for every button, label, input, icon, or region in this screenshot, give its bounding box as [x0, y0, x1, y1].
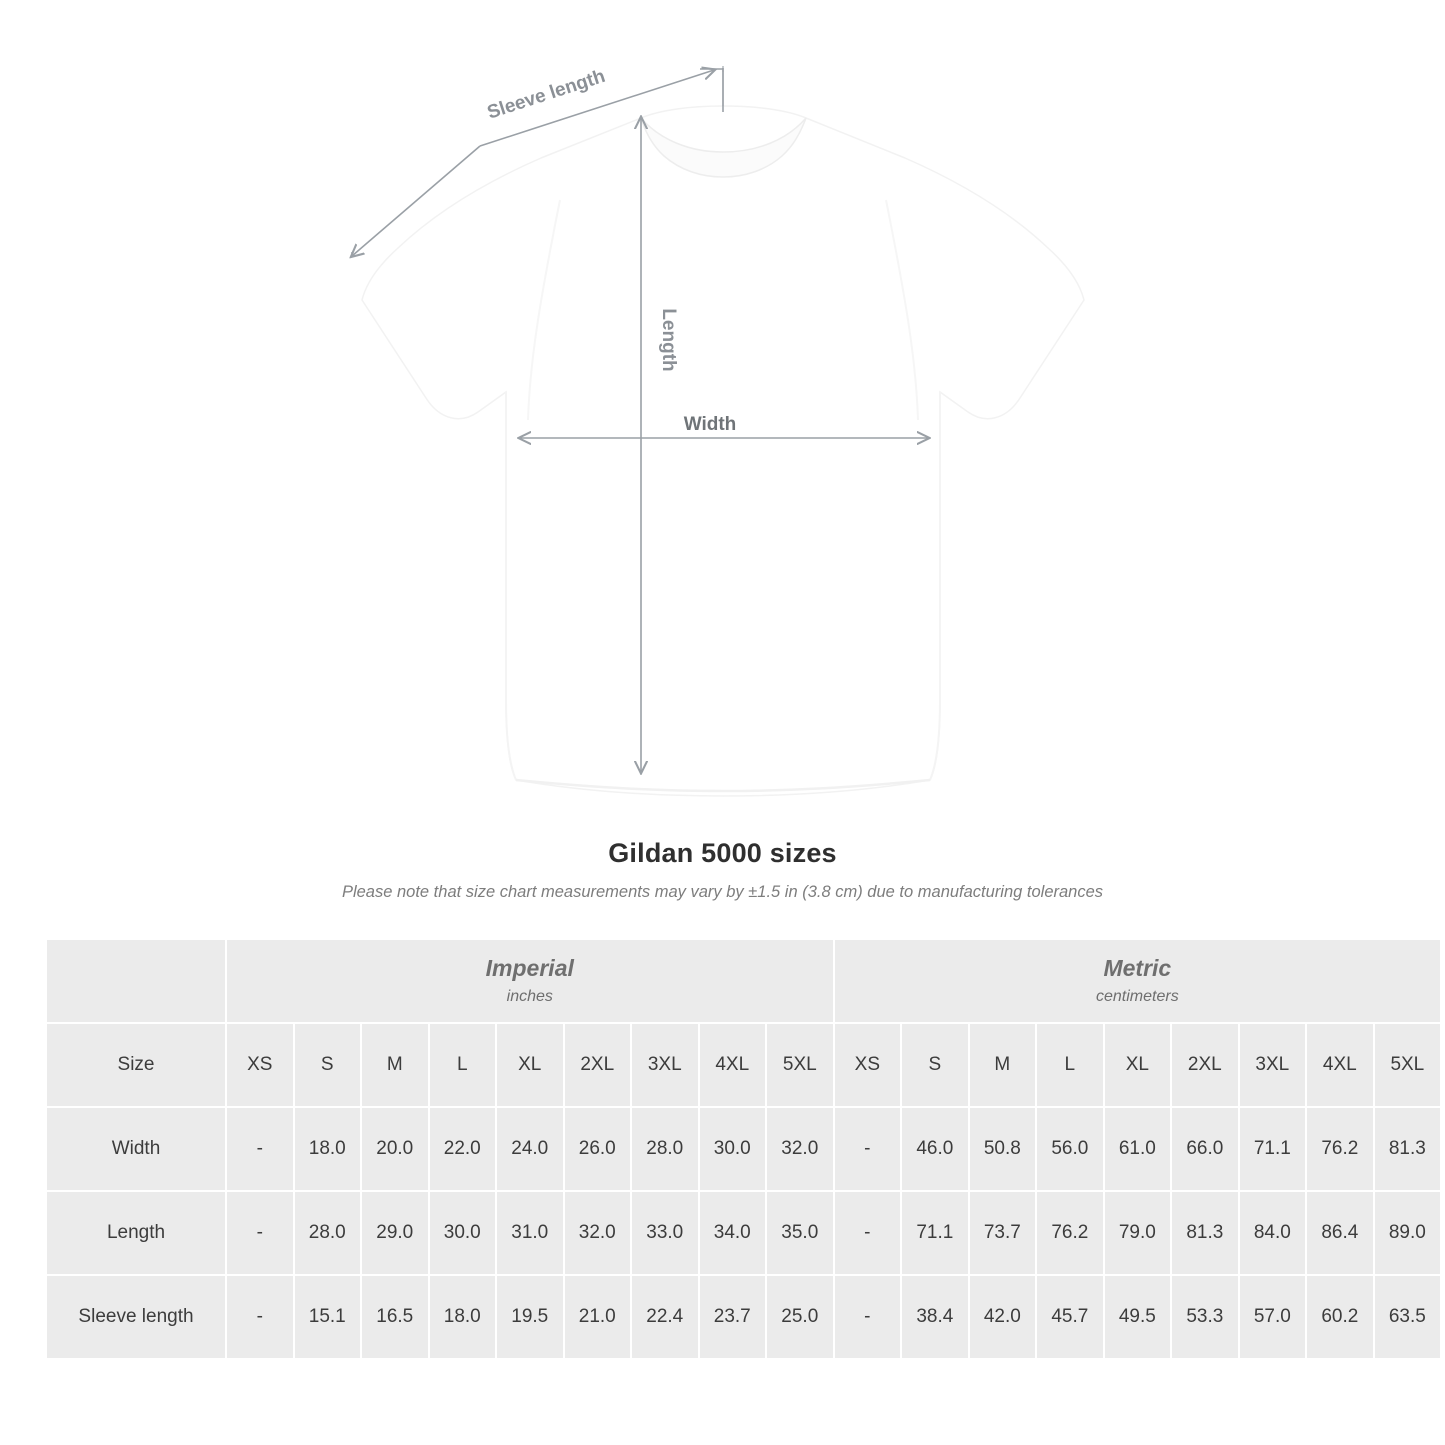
cell-width-imperial-m: 20.0: [362, 1108, 428, 1190]
cell-width-imperial-xs: -: [227, 1108, 293, 1190]
col-head-metric-2xl: 2XL: [1172, 1024, 1238, 1106]
cell-sleeve-metric-5xl: 63.5: [1375, 1276, 1441, 1358]
cell-length-imperial-3xl: 33.0: [632, 1192, 698, 1274]
cell-width-metric-4xl: 76.2: [1307, 1108, 1373, 1190]
cell-length-imperial-4xl: 34.0: [700, 1192, 766, 1274]
cell-sleeve-imperial-2xl: 21.0: [565, 1276, 631, 1358]
cell-sleeve-imperial-xs: -: [227, 1276, 293, 1358]
width-label: Width: [683, 414, 737, 435]
cell-length-imperial-m: 29.0: [362, 1192, 428, 1274]
cell-width-metric-m: 50.8: [970, 1108, 1036, 1190]
cell-length-imperial-l: 30.0: [430, 1192, 496, 1274]
col-head-metric-5xl: 5XL: [1375, 1024, 1441, 1106]
unit-name-imperial: Imperial: [485, 954, 574, 981]
row-label-sleeve-length: Sleeve length: [47, 1276, 225, 1358]
cell-width-imperial-4xl: 30.0: [700, 1108, 766, 1190]
sleeve-length-label: Sleeve length: [484, 65, 608, 124]
chart-title: Gildan 5000 sizes: [608, 838, 837, 868]
tshirt-shape: [362, 106, 1084, 796]
cell-length-metric-l: 76.2: [1037, 1192, 1103, 1274]
cell-width-metric-s: 46.0: [902, 1108, 968, 1190]
cell-length-imperial-5xl: 35.0: [767, 1192, 833, 1274]
size-header-row: [47, 1024, 1440, 1106]
table-row: [47, 1108, 1440, 1190]
col-head-metric-s: S: [902, 1024, 968, 1106]
cell-width-metric-xl: 61.0: [1105, 1108, 1171, 1190]
cell-length-metric-5xl: 89.0: [1375, 1192, 1441, 1274]
cell-sleeve-metric-2xl: 53.3: [1172, 1276, 1238, 1358]
col-head-metric-xl: XL: [1105, 1024, 1171, 1106]
unit-sub-imperial: inches: [506, 987, 553, 1005]
cell-sleeve-imperial-4xl: 23.7: [700, 1276, 766, 1358]
cell-sleeve-metric-xl: 49.5: [1105, 1276, 1171, 1358]
cell-sleeve-metric-3xl: 57.0: [1240, 1276, 1306, 1358]
col-head-imperial-3xl: 3XL: [632, 1024, 698, 1106]
cell-width-imperial-xl: 24.0: [497, 1108, 563, 1190]
col-head-metric-m: M: [970, 1024, 1036, 1106]
cell-length-metric-4xl: 86.4: [1307, 1192, 1373, 1274]
col-head-imperial-xs: XS: [227, 1024, 293, 1106]
unit-header-corner: [47, 940, 225, 1022]
cell-sleeve-metric-xs: -: [835, 1276, 901, 1358]
size-table: [45, 938, 1442, 1360]
unit-name-metric: Metric: [1103, 954, 1172, 981]
cell-sleeve-imperial-m: 16.5: [362, 1276, 428, 1358]
cell-length-metric-xl: 79.0: [1105, 1192, 1171, 1274]
cell-sleeve-metric-4xl: 60.2: [1307, 1276, 1373, 1358]
col-head-imperial-2xl: 2XL: [565, 1024, 631, 1106]
cell-width-metric-3xl: 71.1: [1240, 1108, 1306, 1190]
cell-length-imperial-xs: -: [227, 1192, 293, 1274]
cell-length-metric-m: 73.7: [970, 1192, 1036, 1274]
cell-width-imperial-2xl: 26.0: [565, 1108, 631, 1190]
size-table-wrapper: [45, 938, 1426, 1360]
col-head-imperial-s: S: [295, 1024, 361, 1106]
cell-width-metric-2xl: 66.0: [1172, 1108, 1238, 1190]
cell-length-metric-3xl: 84.0: [1240, 1192, 1306, 1274]
unit-header-metric: [835, 940, 1441, 1022]
cell-length-metric-2xl: 81.3: [1172, 1192, 1238, 1274]
size-header-label: Size: [47, 1024, 225, 1106]
cell-sleeve-imperial-xl: 19.5: [497, 1276, 563, 1358]
col-head-imperial-l: L: [430, 1024, 496, 1106]
col-head-metric-xs: XS: [835, 1024, 901, 1106]
col-head-imperial-4xl: 4XL: [700, 1024, 766, 1106]
table-row: [47, 1276, 1440, 1358]
cell-sleeve-imperial-5xl: 25.0: [767, 1276, 833, 1358]
cell-width-metric-l: 56.0: [1037, 1108, 1103, 1190]
col-head-metric-3xl: 3XL: [1240, 1024, 1306, 1106]
col-head-metric-l: L: [1037, 1024, 1103, 1106]
table-row: [47, 1192, 1440, 1274]
cell-width-metric-5xl: 81.3: [1375, 1108, 1441, 1190]
unit-sub-metric: centimeters: [1096, 987, 1179, 1005]
cell-length-imperial-s: 28.0: [295, 1192, 361, 1274]
cell-width-imperial-3xl: 28.0: [632, 1108, 698, 1190]
unit-header-row: [47, 940, 1440, 1022]
row-label-width: Width: [47, 1108, 225, 1190]
cell-length-metric-s: 71.1: [902, 1192, 968, 1274]
unit-header-imperial: [227, 940, 833, 1022]
cell-length-metric-xs: -: [835, 1192, 901, 1274]
col-head-metric-4xl: 4XL: [1307, 1024, 1373, 1106]
col-head-imperial-xl: XL: [497, 1024, 563, 1106]
col-head-imperial-5xl: 5XL: [767, 1024, 833, 1106]
cell-length-imperial-xl: 31.0: [497, 1192, 563, 1274]
chart-note: Please note that size chart measurements may vary by ±1.5 in (3.8 cm) due to manufacturing tolerances: [341, 883, 1104, 901]
cell-sleeve-metric-s: 38.4: [902, 1276, 968, 1358]
cell-sleeve-imperial-l: 18.0: [430, 1276, 496, 1358]
cell-width-imperial-l: 22.0: [430, 1108, 496, 1190]
cell-width-imperial-5xl: 32.0: [767, 1108, 833, 1190]
cell-sleeve-metric-m: 42.0: [970, 1276, 1036, 1358]
cell-width-imperial-s: 18.0: [295, 1108, 361, 1190]
cell-sleeve-imperial-s: 15.1: [295, 1276, 361, 1358]
col-head-imperial-m: M: [362, 1024, 428, 1106]
length-label: Length: [657, 308, 679, 372]
row-label-length: Length: [47, 1192, 225, 1274]
cell-sleeve-metric-l: 45.7: [1037, 1276, 1103, 1358]
cell-sleeve-imperial-3xl: 22.4: [632, 1276, 698, 1358]
cell-length-imperial-2xl: 32.0: [565, 1192, 631, 1274]
cell-width-metric-xs: -: [835, 1108, 901, 1190]
